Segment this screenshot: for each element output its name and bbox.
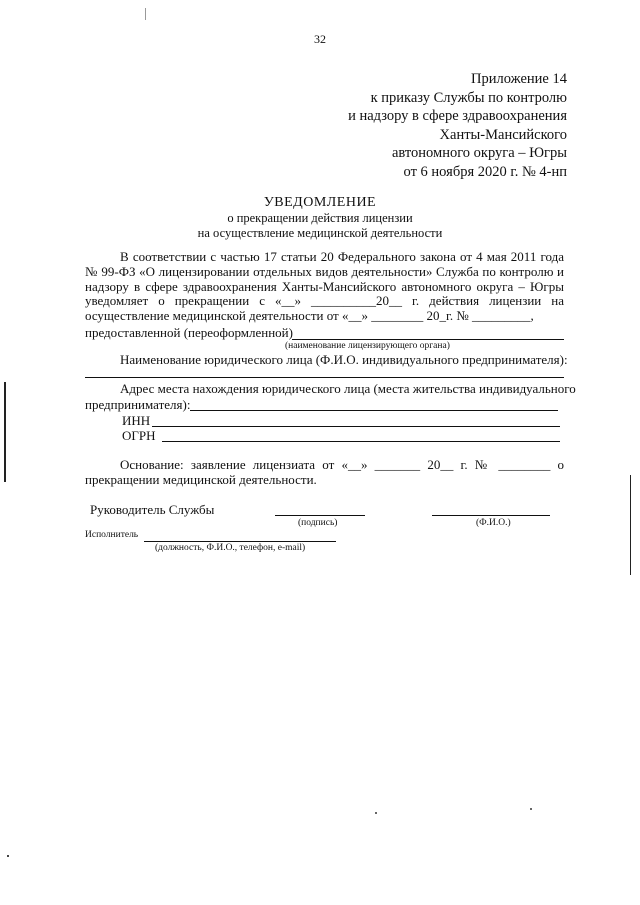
document-subtitle: о прекращении действия лицензии [227,211,413,225]
inn-line[interactable] [152,426,560,427]
appendix-line: автономного округа – Югры [391,145,567,161]
appendix-line: Ханты-Мансийского [439,126,567,143]
licensing-organ-line[interactable] [292,339,564,340]
appendix-header [348,70,567,181]
appendix-line: от 6 ноября 2020 г. № 4-нп [403,163,567,180]
address-line[interactable] [190,410,558,411]
basis-line-2: прекращении медицинской деятельности. [85,472,317,487]
appendix-line: и надзору в сфере здравоохранения [348,108,567,124]
caption-organ: (наименование лицензирующего органа) [285,341,450,351]
address-label: Адрес места нахождения юридического лица (места жительства индивидуального [120,381,576,396]
scan-mark [145,8,146,20]
ogrn-line[interactable] [162,441,560,442]
scan-mark [4,382,6,482]
caption-signature: (подпись) [298,518,338,528]
legal-entity-label: Наименование юридического лица (Ф.И.О. индивидуального предпринимателя): [120,352,568,367]
main-paragraph [85,250,564,324]
ogrn-label: ОГРН [122,428,156,443]
inn-label: ИНН [122,413,151,428]
document-title: УВЕДОМЛЕНИЕ [263,195,377,210]
scan-mark [630,475,631,575]
address-label-cont: предпринимателя): [85,397,191,412]
executor-line[interactable] [144,541,336,542]
page-number: 32 [314,32,326,46]
basis-line: Основание: заявление лицензиата от «__» _______ 20__ г. № ________ о [120,457,564,472]
provided-label: предоставленной (переоформленной) [85,325,293,340]
scan-dot [7,855,9,857]
document-subtitle: на осуществление медицинской деятельности [197,226,443,240]
caption-executor: (должность, Ф.И.О., телефон, e-mail) [155,543,306,553]
caption-fio: (Ф.И.О.) [476,518,511,528]
appendix-line: Приложение 14 [471,71,567,87]
head-label: Руководитель Службы [90,502,215,517]
appendix-line: к приказу Службы по контролю [370,89,567,106]
legal-entity-line[interactable] [85,377,564,378]
signature-line[interactable] [275,515,365,516]
scan-dot [375,812,377,814]
fio-line[interactable] [432,515,550,516]
paragraph-text: В соответствии с частью 17 статьи 20 Федерального закона от 4 мая 2011 года № 99-ФЗ «О лицензировании отдельных видов деятельности» Служба по контролю и надзору в сфере здравоохранения Ханты-Мансийского автономного округа – Югры уведомляет о прекращении с «__» __________20__ г. действия лицензии на осуществление медицинской деятельности от «__» ________ 20_г. № _________, [85,249,564,324]
scan-dot [530,808,532,810]
executor-label: Исполнитель [85,530,139,540]
